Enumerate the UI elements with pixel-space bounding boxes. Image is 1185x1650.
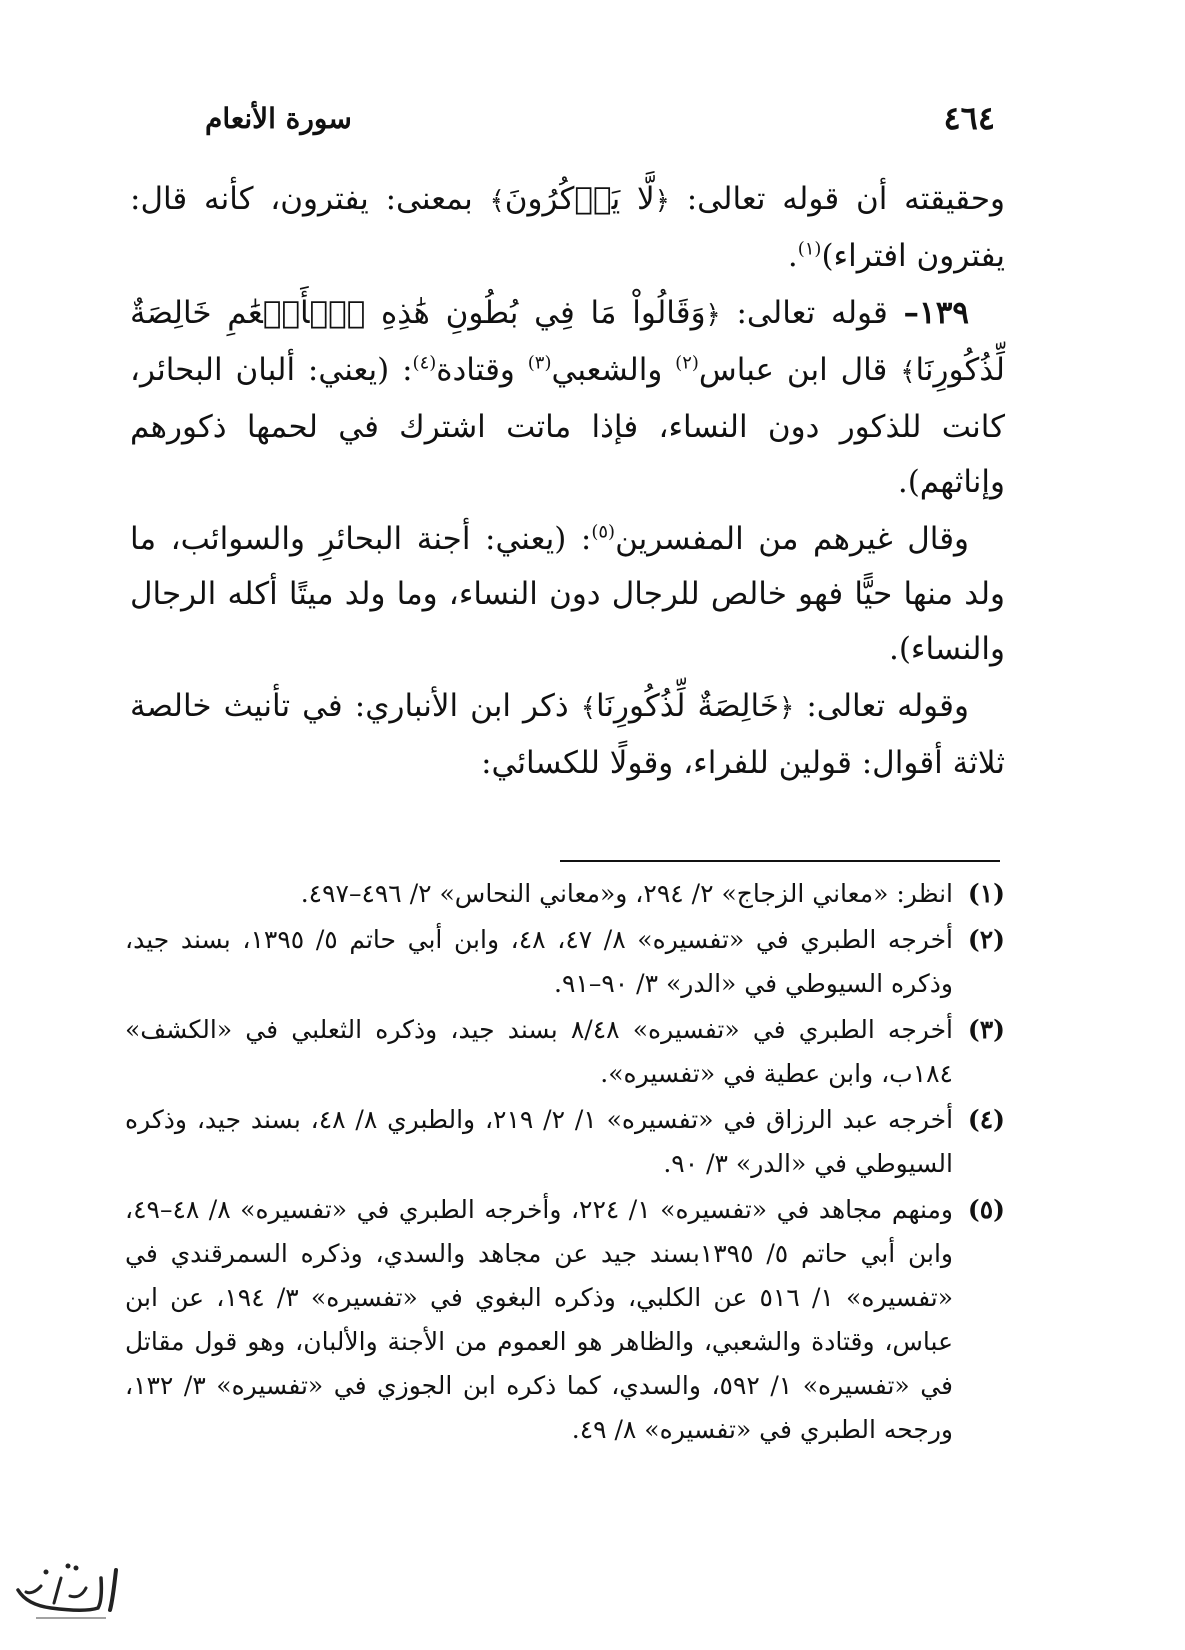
footnote-number: (٣) bbox=[967, 1015, 1005, 1044]
footnote-item bbox=[125, 918, 1005, 1006]
main-text bbox=[130, 172, 1005, 793]
p4-text-a: وقوله تعالى: bbox=[794, 688, 969, 724]
quran-brace-open: ﴿ bbox=[779, 693, 795, 723]
footnote-item bbox=[125, 872, 1005, 916]
footnote-ref: (٤) bbox=[412, 352, 437, 374]
footnote-item bbox=[125, 1098, 1005, 1186]
footnote-number: (٤) bbox=[967, 1105, 1005, 1134]
footnote-ref: (٣) bbox=[527, 352, 552, 374]
p2-text-d: وقتادة bbox=[436, 352, 528, 388]
footnote-item bbox=[125, 1188, 1005, 1452]
quran-brace-open: ﴿ bbox=[654, 186, 670, 216]
footnote-ref: (٢) bbox=[675, 352, 699, 374]
p2-text-b: قال ابن عباس bbox=[698, 352, 901, 388]
footnote-text: أخرجه عبد الرزاق في «تفسيره» ١/ ٢/ ٢١٩، والطبري ٨/ ٤٨، بسند جيد، وذكره السيوطي في «الدر» ٣/ ٩٠. bbox=[125, 1105, 954, 1178]
p1-text-a: وحقيقته أن قوله تعالى: bbox=[669, 181, 1005, 217]
page-number: ٤٦٤ bbox=[943, 99, 995, 137]
running-header bbox=[205, 98, 995, 138]
p2-text-a: قوله تعالى: bbox=[720, 295, 904, 331]
paragraph-3 bbox=[130, 512, 1005, 677]
quran-brace-close: ﴾ bbox=[900, 357, 916, 387]
footnote-number: (١) bbox=[967, 879, 1005, 908]
quran-brace-open: ﴿ bbox=[705, 300, 721, 330]
p1-text-b: بمعنى: يفترون، كأنه قال: يفترون افتراء) bbox=[130, 181, 1005, 274]
publisher-logo bbox=[6, 1548, 126, 1628]
quran-brace-close: ﴾ bbox=[580, 693, 596, 723]
surah-title: سورة الأنعام bbox=[205, 101, 352, 135]
footnote-text: ومنهم مجاهد في «تفسيره» ١/ ٢٢٤، وأخرجه الطبري في «تفسيره» ٨/ ٤٨–٤٩، وابن أبي حاتم ٥/ ١٣٩٥بسند جيد عن مجاهد والسدي، وذكره السمرقندي في «تفسيره» ١/ ٥١٦ عن الكلبي، وذكره البغوي في «تفسيره» ٣/ ١٩٤، عن ابن عباس، وقتادة والشعبي، والظاهر هو العموم من الأجنة والألبان، وهو قول مقاتل في «تفسيره» ١/ ٥٩٢، والسدي، كما ذكره ابن الجوزي في «تفسيره» ٣/ ١٣٢، ورجحه الطبري في «تفسيره» ٨/ ٤٩. bbox=[125, 1195, 954, 1444]
footnotes bbox=[125, 872, 1005, 1454]
footnote-number: (٥) bbox=[967, 1195, 1005, 1224]
footnote-ref: (٥) bbox=[591, 521, 616, 543]
footnote-item bbox=[125, 1008, 1005, 1096]
p3-text-b: : (يعني: أجنة البحائرِ والسوائب، ما ولد منها حيًّا فهو خالص للرجال دون النساء، وما ولد ميتًا أكله الرجال والنساء). bbox=[130, 521, 1005, 667]
p2-text-e: : (يعني: ألبان البحائر، كانت للذكور دون النساء، فإذا ماتت اشترك في لحمها ذكورهم وإناثهم). bbox=[130, 352, 1005, 500]
footnote-text: أخرجه الطبري في «تفسيره» ٨/٤٨ بسند جيد، وذكره الثعلبي في «الكشف» ١٨٤ب، وابن عطية في «تفسيره». bbox=[125, 1015, 953, 1088]
p1-text-c: . bbox=[787, 238, 798, 274]
paragraph-2 bbox=[130, 286, 1005, 510]
quran-quote: لَّا يَذۡكُرُونَ bbox=[504, 181, 655, 217]
verse-number: ١٣٩– bbox=[903, 295, 969, 331]
footnote-text: أخرجه الطبري في «تفسيره» ٨/ ٤٧، ٤٨، وابن أبي حاتم ٥/ ١٣٩٥، بسند جيد، وذكره السيوطي في «الدر» ٣/ ٩٠–٩١. bbox=[125, 925, 953, 998]
footnote-ref: (١) bbox=[797, 238, 822, 260]
footnote-number: (٢) bbox=[967, 925, 1005, 954]
p3-text-a: وقال غيرهم من المفسرين bbox=[615, 521, 969, 557]
paragraph-4 bbox=[130, 679, 1005, 791]
footnote-divider bbox=[560, 860, 1000, 862]
quran-quote: خَالِصَةٌ لِّذُكُورِنَا bbox=[595, 688, 780, 724]
p4-text-b: ذكر ابن الأنباري: في تأنيث خالصة ثلاثة أقوال: قولين للفراء، وقولًا للكسائي: bbox=[130, 688, 1005, 781]
quran-brace-close: ﴾ bbox=[489, 186, 505, 216]
footnote-text: انظر: «معاني الزجاج» ٢/ ٢٩٤، و«معاني النحاس» ٢/ ٤٩٦–٤٩٧. bbox=[300, 879, 953, 908]
paragraph-1 bbox=[130, 172, 1005, 284]
quran-quote: وَقَالُواْ مَا فِي بُطُونِ هَٰذِهِ ٱلۡأَنۡعَٰمِ خَالِصَةٌ لِّذُكُورِنَا bbox=[130, 295, 1005, 388]
p2-text-c: والشعبي bbox=[551, 352, 676, 388]
